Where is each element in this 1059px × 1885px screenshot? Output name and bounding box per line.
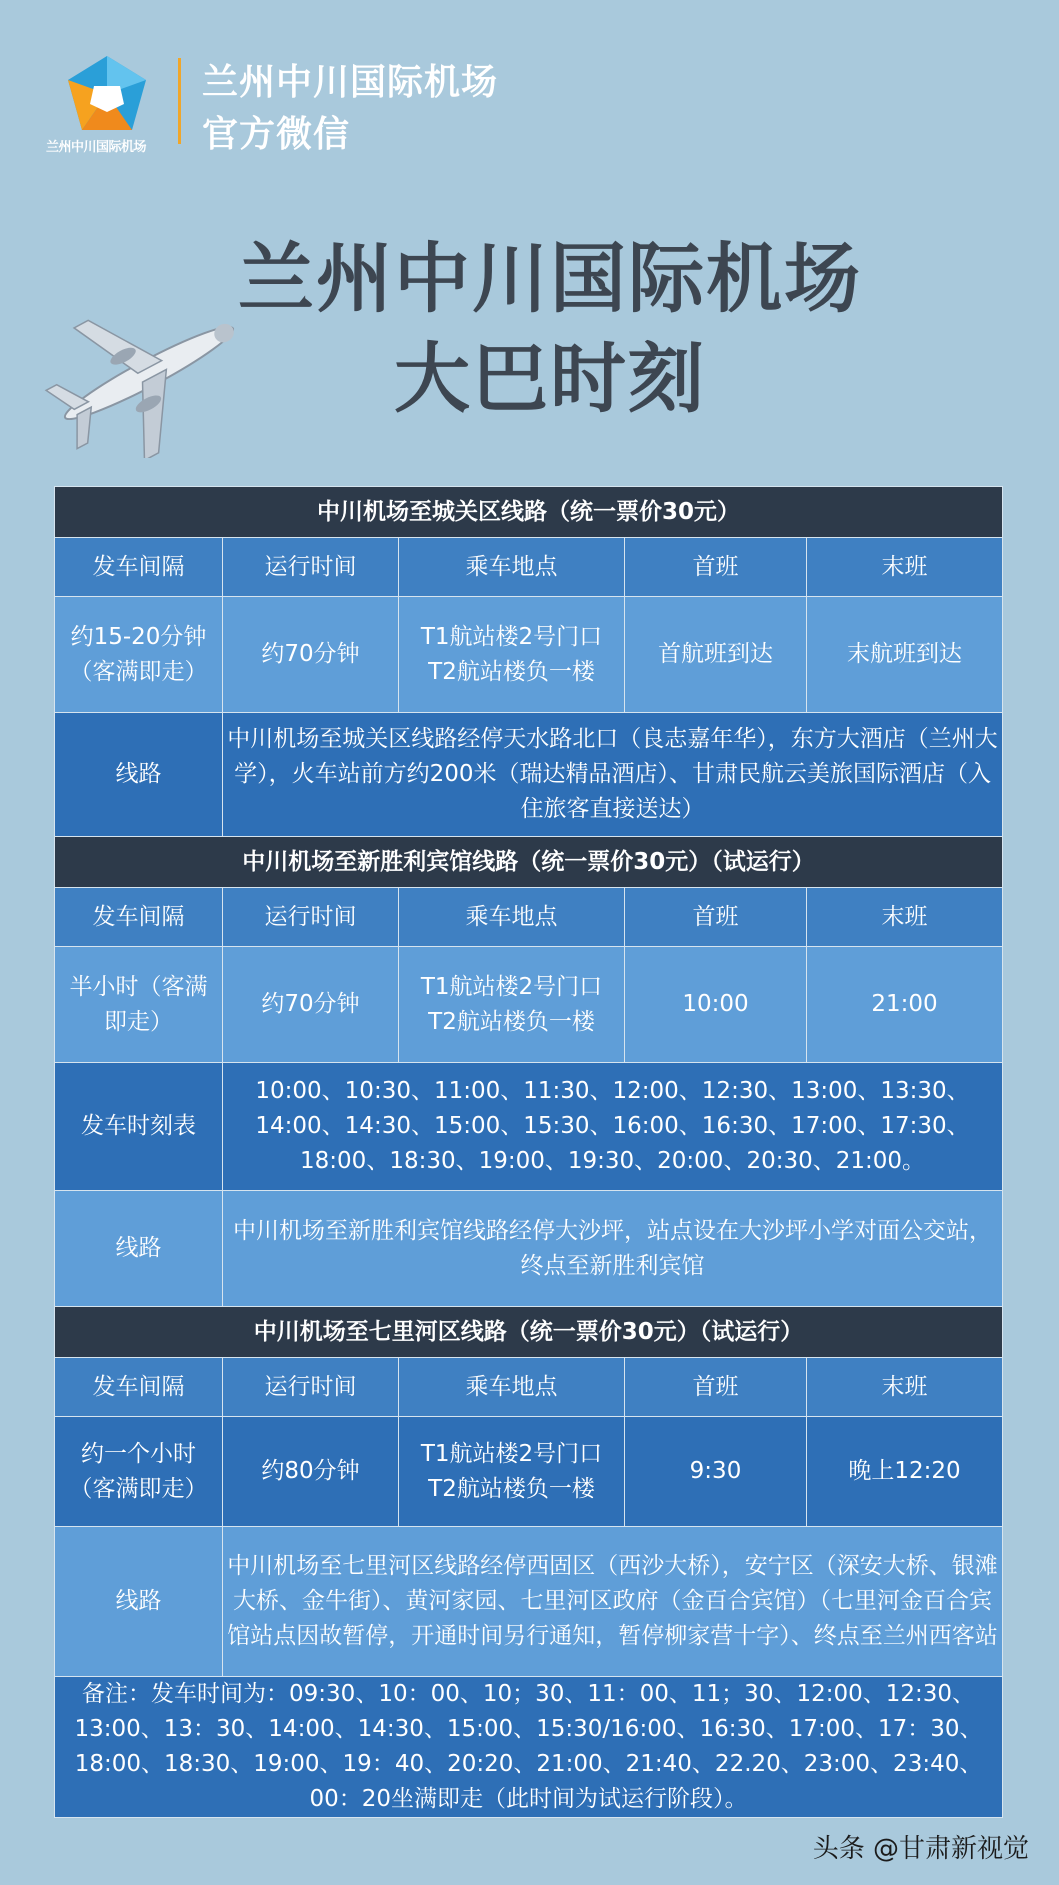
first-bus-cell: 9:30 [625,1417,807,1527]
column-header: 运行时间 [223,1358,399,1417]
remark-text: 备注：发车时间为：09:30、10：00、10；30、11：00、11；30、12:00、12:30、13:00、13：30、14:00、14:30、15:00、15:30/16:00、16:30、17:00、17：30、18:00、18:30、19:00、19：40、20:20、21:00、21:40、22.20、23:00、23:40、00：20坐满即走（此时间为试运行阶段）。 [55,1677,1003,1818]
first-bus-cell: 10:00 [625,947,807,1063]
watermark: 头条 @甘肃新视觉 [812,1834,1029,1864]
boarding-line: T1航站楼2号门口 [420,973,603,1000]
boarding-line: T2航站楼负一楼 [428,658,595,685]
column-header: 发车间隔 [55,1358,223,1417]
boarding-cell [399,597,625,713]
route-section-title: 中川机场至新胜利宾馆线路（统一票价30元）（试运行） [55,837,1003,888]
route-description: 中川机场至七里河区线路经停西固区（西沙大桥），安宁区（深安大桥、银滩大桥、金牛街）、黄河家园、七里河区政府（金百合宾馆）（七里河金百合宾馆站点因故暂停，开通时间另行通知，暂停柳家营十字）、终点至兰州西客站 [223,1527,1003,1677]
route-description: 中川机场至新胜利宾馆线路经停大沙坪，站点设在大沙坪小学对面公交站，终点至新胜利宾馆 [223,1191,1003,1307]
header-divider [178,58,181,144]
route-label: 线路 [55,1527,223,1677]
table-row [55,713,1003,837]
table-row [55,597,1003,713]
header-wechat-label: 官方微信 [202,114,351,155]
route-section-title: 中川机场至七里河区线路（统一票价30元）（试运行） [55,1307,1003,1358]
boarding-line: T1航站楼2号门口 [420,623,603,650]
column-header: 乘车地点 [399,538,625,597]
interval-cell: 约15-20分钟（客满即走） [55,597,223,713]
last-bus-cell: 21:00 [807,947,1003,1063]
airport-logo-icon [66,54,148,132]
column-header: 末班 [807,1358,1003,1417]
official-account-header [46,50,566,155]
column-header: 首班 [625,888,807,947]
boarding-cell [399,947,625,1063]
column-header: 末班 [807,538,1003,597]
column-header: 首班 [625,538,807,597]
boarding-line: T2航站楼负一楼 [428,1475,595,1502]
schedule-times: 10:00、10:30、11:00、11:30、12:00、12:30、13:00、13:30、14:00、14:30、15:00、15:30、16:00、16:30、17:00、17:30、18:00、18:30、19:00、19:30、20:00、20:30、21:00。 [223,1063,1003,1191]
duration-cell: 约70分钟 [223,947,399,1063]
last-bus-cell: 末航班到达 [807,597,1003,713]
boarding-line: T1航站楼2号门口 [420,1440,603,1467]
route-description: 中川机场至城关区线路经停天水路北口（良志嘉年华），东方大酒店（兰州大学），火车站前方约200米（瑞达精品酒店）、甘肃民航云美旅国际酒店（入住旅客直接送达） [223,713,1003,837]
table-row [55,1191,1003,1307]
column-header: 乘车地点 [399,1358,625,1417]
column-header: 运行时间 [223,888,399,947]
column-header-row [55,888,1003,947]
remark-row [55,1677,1003,1818]
first-bus-cell: 首航班到达 [625,597,807,713]
last-bus-cell: 晚上12:20 [807,1417,1003,1527]
bus-schedule-table [54,486,1003,1818]
column-header: 乘车地点 [399,888,625,947]
page-title: 兰州中川国际机场 [238,234,862,323]
column-header: 发车间隔 [55,888,223,947]
logo-caption: 兰州中川国际机场 [46,140,147,155]
duration-cell: 约80分钟 [223,1417,399,1527]
column-header: 运行时间 [223,538,399,597]
route-section-row [55,1307,1003,1358]
route-label: 线路 [55,1191,223,1307]
column-header: 发车间隔 [55,538,223,597]
header-airport-name: 兰州中川国际机场 [202,62,499,103]
schedule-label: 发车时刻表 [55,1063,223,1191]
boarding-cell [399,1417,625,1527]
column-header: 末班 [807,888,1003,947]
table-row [55,1417,1003,1527]
column-header-row [55,1358,1003,1417]
table-row [55,947,1003,1063]
column-header-row [55,538,1003,597]
table-row [55,1527,1003,1677]
route-label: 线路 [55,713,223,837]
interval-cell: 半小时（客满即走） [55,947,223,1063]
interval-cell: 约一个小时（客满即走） [55,1417,223,1527]
column-header: 首班 [625,1358,807,1417]
boarding-line: T2航站楼负一楼 [428,1008,595,1035]
route-section-row [55,487,1003,538]
table-row [55,1063,1003,1191]
page-subtitle: 大巴时刻 [394,334,706,423]
duration-cell: 约70分钟 [223,597,399,713]
route-section-row [55,837,1003,888]
route-section-title: 中川机场至城关区线路（统一票价30元） [55,487,1003,538]
